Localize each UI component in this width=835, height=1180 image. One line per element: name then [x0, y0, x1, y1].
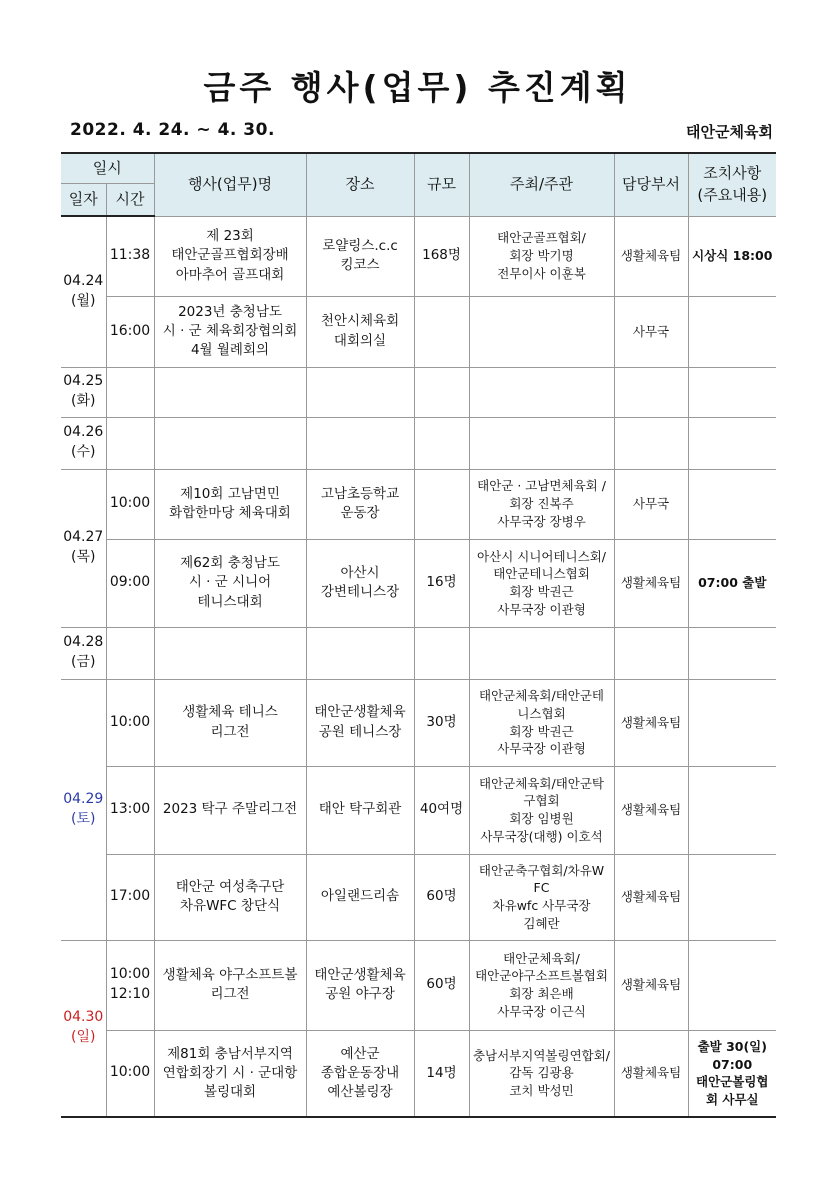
event-host: 태안군체육회/태안군탁 구협회 회장 임병원 사무국장(대행) 이호석 — [469, 766, 614, 854]
event-name: 2023년 충청남도 시 · 군 체육회장협의회 4월 월례회의 — [154, 296, 306, 367]
header-date: 일자 — [61, 183, 106, 216]
header-host: 주최/주관 — [469, 153, 614, 216]
table-row — [61, 469, 776, 539]
event-scale: 40여명 — [414, 766, 469, 854]
event-host: 태안군 · 고남면체육회 / 회장 진복주 사무국장 장병우 — [469, 469, 614, 539]
event-scale: 16명 — [414, 539, 469, 627]
event-host — [469, 367, 614, 417]
event-host — [469, 627, 614, 679]
event-place — [306, 417, 414, 469]
event-time: 17:00 — [106, 854, 154, 940]
event-time: 10:00 12:10 — [106, 940, 154, 1030]
event-notes — [688, 854, 776, 940]
event-name: 제62회 충청남도 시 · 군 시니어 테니스대회 — [154, 539, 306, 627]
event-dept: 생활체육팀 — [614, 854, 688, 940]
event-scale: 14명 — [414, 1030, 469, 1117]
event-time: 11:38 — [106, 216, 154, 296]
event-notes — [688, 469, 776, 539]
table-row — [61, 216, 776, 296]
event-host: 태안군체육회/ 태안군야구소프트볼협회 회장 최은배 사무국장 이근식 — [469, 940, 614, 1030]
table-row — [61, 1030, 776, 1117]
event-notes — [688, 296, 776, 367]
event-host: 태안군체육회/태안군테 니스협회 회장 박권근 사무국장 이관형 — [469, 679, 614, 766]
event-dept — [614, 367, 688, 417]
event-place: 예산군 종합운동장내 예산볼링장 — [306, 1030, 414, 1117]
header-event: 행사(업무)명 — [154, 153, 306, 216]
event-notes — [688, 367, 776, 417]
event-time: 10:00 — [106, 1030, 154, 1117]
header-datetime: 일시 — [61, 153, 154, 183]
table-row — [61, 296, 776, 367]
event-place: 태안군생활체육 공원 야구장 — [306, 940, 414, 1030]
event-place: 천안시체육회 대회의실 — [306, 296, 414, 367]
event-name: 제81회 충남서부지역 연합회장기 시 · 군대항 볼링대회 — [154, 1030, 306, 1117]
event-dept — [614, 417, 688, 469]
event-scale: 168명 — [414, 216, 469, 296]
page-title: 금주 행사(업무) 추진계획 — [203, 68, 632, 107]
event-name: 2023 탁구 주말리그전 — [154, 766, 306, 854]
header-scale: 규모 — [414, 153, 469, 216]
event-time: 09:00 — [106, 539, 154, 627]
event-notes — [688, 417, 776, 469]
event-dept: 생활체육팀 — [614, 216, 688, 296]
event-scale: 60명 — [414, 940, 469, 1030]
header-notes: 조치사항 (주요내용) — [688, 153, 776, 216]
header-place: 장소 — [306, 153, 414, 216]
day-date: 04.25 (화) — [61, 367, 106, 417]
event-host — [469, 296, 614, 367]
event-time — [106, 627, 154, 679]
table-row — [61, 539, 776, 627]
event-place — [306, 367, 414, 417]
event-name: 제10회 고남면민 화합한마당 체육대회 — [154, 469, 306, 539]
event-dept: 생활체육팀 — [614, 766, 688, 854]
event-dept: 생활체육팀 — [614, 1030, 688, 1117]
event-time: 16:00 — [106, 296, 154, 367]
event-time — [106, 417, 154, 469]
event-time: 10:00 — [106, 469, 154, 539]
table-row — [61, 367, 776, 417]
event-host — [469, 417, 614, 469]
table-row — [61, 766, 776, 854]
event-dept: 사무국 — [614, 296, 688, 367]
event-name: 생활체육 테니스 리그전 — [154, 679, 306, 766]
event-scale — [414, 367, 469, 417]
period-range: 2022. 4. 24. ~ 4. 30. — [70, 120, 275, 140]
event-notes: 출발 30(일) 07:00 태안군볼링협 회 사무실 — [688, 1030, 776, 1117]
event-scale — [414, 627, 469, 679]
event-time: 10:00 — [106, 679, 154, 766]
organization-name: 태안군체육회 — [686, 123, 773, 141]
table-row — [61, 679, 776, 766]
event-place: 고남초등학교 운동장 — [306, 469, 414, 539]
header-time: 시간 — [106, 183, 154, 216]
event-dept: 사무국 — [614, 469, 688, 539]
schedule-body — [61, 216, 776, 1117]
event-scale — [414, 417, 469, 469]
event-name: 제 23회 태안군골프협회장배 아마추어 골프대회 — [154, 216, 306, 296]
table-row — [61, 940, 776, 1030]
event-place: 로얄링스.c.c 킹코스 — [306, 216, 414, 296]
day-date: 04.24 (월) — [61, 216, 106, 367]
day-date: 04.26 (수) — [61, 417, 106, 469]
event-dept: 생활체육팀 — [614, 539, 688, 627]
event-host: 충남서부지역볼링연합회/ 감독 김광용 코치 박성민 — [469, 1030, 614, 1117]
event-place: 아일랜드리솜 — [306, 854, 414, 940]
table-row — [61, 854, 776, 940]
event-host: 태안군축구협회/차유W FC 차유wfc 사무국장 김혜란 — [469, 854, 614, 940]
event-place: 태안 탁구회관 — [306, 766, 414, 854]
event-place — [306, 627, 414, 679]
day-date: 04.29 (토) — [61, 679, 106, 940]
header-dept: 담당부서 — [614, 153, 688, 216]
event-notes: 시상식 18:00 — [688, 216, 776, 296]
event-notes — [688, 766, 776, 854]
event-time: 13:00 — [106, 766, 154, 854]
event-place: 아산시 강변테니스장 — [306, 539, 414, 627]
event-name — [154, 417, 306, 469]
day-date: 04.27 (목) — [61, 469, 106, 627]
event-host: 아산시 시니어테니스회/ 태안군테니스협회 회장 박권근 사무국장 이관형 — [469, 539, 614, 627]
event-scale: 60명 — [414, 854, 469, 940]
event-dept: 생활체육팀 — [614, 940, 688, 1030]
event-time — [106, 367, 154, 417]
schedule-table — [61, 152, 776, 1118]
event-name: 생활체육 야구소프트볼 리그전 — [154, 940, 306, 1030]
event-scale: 30명 — [414, 679, 469, 766]
event-dept: 생활체육팀 — [614, 679, 688, 766]
event-notes: 07:00 출발 — [688, 539, 776, 627]
day-date: 04.28 (금) — [61, 627, 106, 679]
event-place: 태안군생활체육 공원 테니스장 — [306, 679, 414, 766]
event-notes — [688, 940, 776, 1030]
event-name — [154, 627, 306, 679]
event-name — [154, 367, 306, 417]
event-notes — [688, 679, 776, 766]
event-notes — [688, 627, 776, 679]
event-host: 태안군골프협회/ 회장 박기명 전무이사 이훈복 — [469, 216, 614, 296]
day-date: 04.30 (일) — [61, 940, 106, 1117]
event-name: 태안군 여성축구단 차유WFC 창단식 — [154, 854, 306, 940]
table-row — [61, 627, 776, 679]
table-row — [61, 417, 776, 469]
event-scale — [414, 469, 469, 539]
event-dept — [614, 627, 688, 679]
event-scale — [414, 296, 469, 367]
